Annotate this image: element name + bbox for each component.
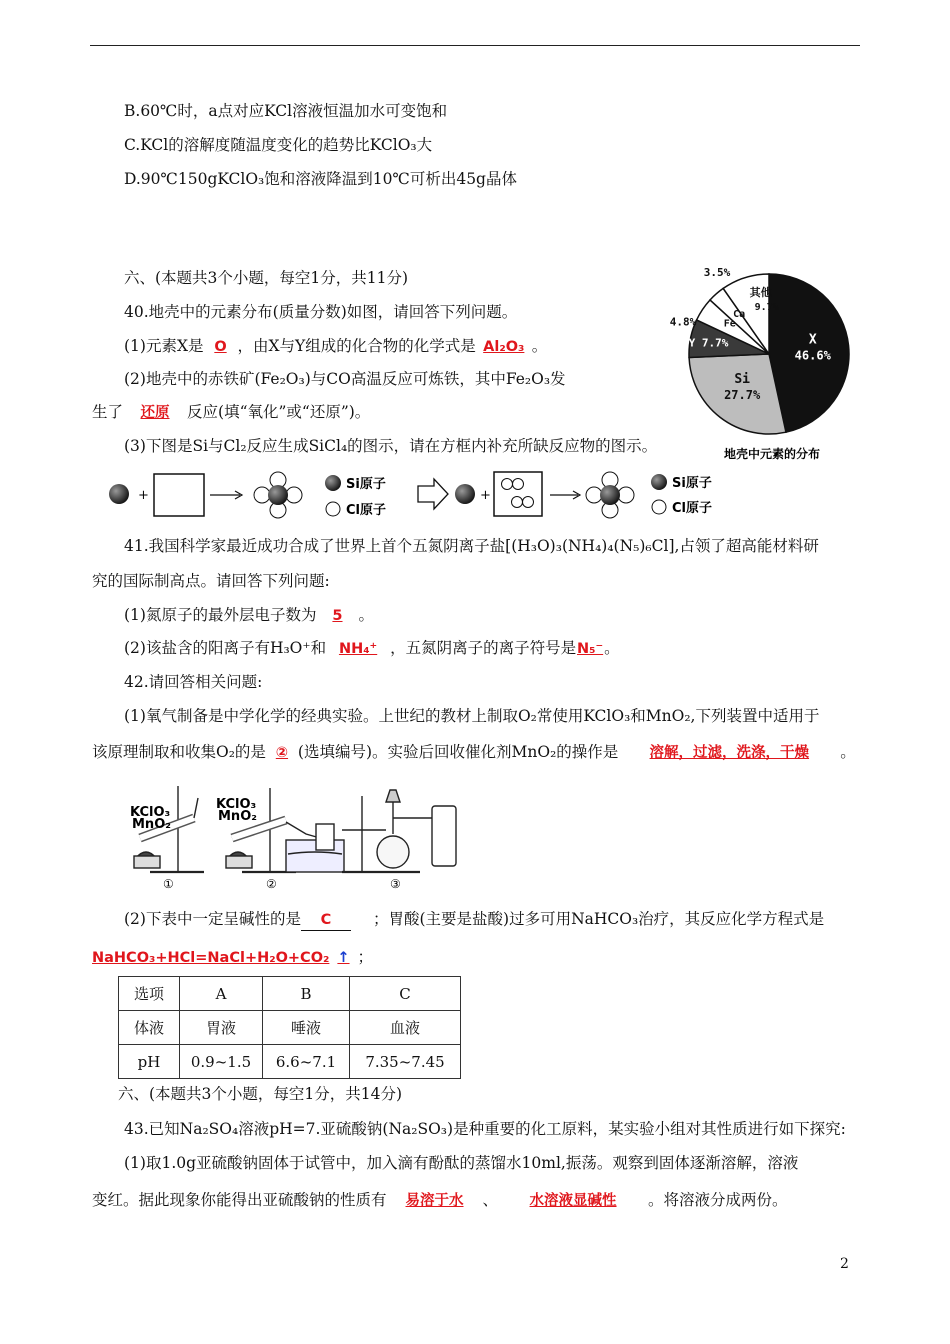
si-atom-icon-2 (455, 484, 475, 504)
apparatus-label-kclo3: KClO₃ (130, 805, 171, 820)
pie-label-3: Fe (723, 318, 736, 330)
answer-apparatus: ② (275, 745, 289, 761)
apparatus-label-kclo3-2: KClO₃ (216, 797, 257, 812)
missing-reactant-box (154, 474, 204, 516)
answer-property-2: 水溶液显碱性 (529, 1193, 617, 1209)
answer-anion: N₅⁻ (577, 641, 604, 657)
answer-basic-fluid: C (320, 912, 332, 928)
q41-part2: (2)该盐含的阳离子有H₃O⁺和 NH₄⁺ ，五氮阴离子的离子符号是N₅⁻。 (124, 639, 620, 657)
svg-text:+: + (480, 488, 491, 503)
pie-label-4: Ca (733, 309, 746, 321)
q42-stem: 42.请回答相关问题: (124, 673, 263, 691)
pie-value-0: 46.6% (794, 348, 831, 363)
plus-sign: + (138, 488, 149, 503)
table-row: 体液 胃液 唾液 血液 (119, 1011, 461, 1045)
ph-table (118, 976, 461, 1079)
transition-arrow-icon (418, 479, 448, 509)
section-heading-7: 六、(本题共3个小题，每空1分，共14分) (118, 1085, 403, 1103)
q43-part1-line1: (1)取1.0g亚硫酸钠固体于试管中，加入滴有酚酞的蒸馏水10ml,振荡。观察到固体逐渐溶解，溶液 (124, 1154, 799, 1172)
legend-cl-label: Cl原子 (346, 503, 386, 518)
legend-cl-icon (326, 502, 340, 516)
q40-part3: (3)下图是Si与Cl₂反应生成SiCl₄的图示，请在方框内补充所缺反应物的图示。 (124, 437, 658, 455)
apparatus-label-mno2-2: MnO₂ (218, 809, 257, 824)
gas-arrow-icon: ↑ (337, 950, 350, 966)
table-row: 选项 A B C (119, 977, 461, 1011)
pie-label-5: 其他 (749, 286, 772, 300)
q40-part1: (1)元素X是 O ，由X与Y组成的化合物的化学式是 Al₂O₃ 。 (124, 337, 548, 355)
pie-value-4: 3.5% (703, 266, 731, 279)
apparatus-illustration (120, 776, 480, 894)
q39-option-b: B.60℃时，a点对应KCl溶液恒温加水可变饱和 (124, 102, 448, 120)
element-distribution-pie-chart (660, 266, 860, 468)
q43-stem: 43.已知Na₂SO₄溶液pH=7.亚硫酸钠(Na₂SO₃)是种重要的化工原料，某实验小组对其性质进行如下探究: (124, 1120, 846, 1138)
pie-value-3: 4.8% (669, 315, 697, 329)
pie-caption: 地壳中元素的分布 (723, 447, 821, 461)
q40-stem: 40.地壳中的元素分布(质量分数)如图，请回答下列问题。 (124, 303, 518, 321)
apparatus-number-3: ③ (390, 877, 401, 891)
answer-outer-electrons: 5 (332, 608, 343, 624)
legend-si-label-2: Si原子 (672, 476, 712, 491)
answer-equation: NaHCO₃+HCl=NaCl+H₂O+CO₂ (92, 950, 330, 966)
page-number: 2 (840, 1256, 849, 1272)
q43-part1-line2: 变红。据此现象你能得出亚硫酸钠的性质有 易溶于水 、 水溶液显碱性 。将溶液分成两份。 (92, 1191, 788, 1209)
apparatus-number-2: ② (266, 877, 277, 891)
q39-option-d: D.90℃150gKClO₃饱和溶液降温到10℃可析出45g晶体 (124, 170, 517, 188)
q42-part1-line2: 该原理制取和收集O₂的是 ② (选填编号)。实验后回收催化剂MnO₂的操作是 溶解，过滤，洗涤，干燥 。 (92, 743, 856, 761)
answer-formula: Al₂O₃ (483, 339, 525, 355)
table-row: pH 0.9~1.5 6.6~7.1 7.35~7.45 (119, 1045, 461, 1079)
q41-stem-line1: 41.我国科学家最近成功合成了世界上首个五氮阴离子盐[(H₃O)₃(NH₄)₄(N₅)₆Cl],占领了超高能材料研 (124, 537, 819, 555)
section-heading-6: 六、(本题共3个小题，每空1分，共11分) (124, 269, 409, 287)
q41-part1: (1)氮原子的最外层电子数为 5 。 (124, 606, 374, 624)
pie-value-1: 27.7% (724, 387, 761, 402)
reaction-diagram (100, 466, 740, 526)
pie-label-2: Y 7.7% (688, 336, 729, 350)
q42-part2-line1: (2)下表中一定呈碱性的是 C ；胃酸(主要是盐酸)过多可用NaHCO₃治疗，其反应化学方程式是 (124, 909, 824, 931)
si-atom-icon (109, 484, 129, 504)
legend-cl-label-2: Cl原子 (672, 501, 712, 516)
pie-label-1: Si (734, 371, 750, 387)
header-rule (90, 45, 860, 46)
apparatus-number-1: ① (163, 877, 174, 891)
pie-label-0: X (808, 332, 817, 348)
q40-part2-line2: 生了 还原 反应(填“氧化”或“还原”)。 (92, 403, 371, 421)
apparatus-label-mno2: MnO₂ (132, 817, 171, 832)
legend-si-label: Si原子 (346, 477, 386, 492)
answer-recovery-steps: 溶解，过滤，洗涤，干燥 (649, 745, 810, 761)
legend-si-icon (325, 475, 341, 491)
q39-option-c: C.KCl的溶解度随温度变化的趋势比KClO₃大 (124, 136, 433, 154)
answer-element-x: O (214, 339, 227, 355)
q40-part2-line1: (2)地壳中的赤铁矿(Fe₂O₃)与CO高温反应可炼铁，其中Fe₂O₃发 (124, 370, 566, 388)
answer-cation: NH₄⁺ (338, 641, 378, 657)
sicl4-molecule-icon-2 (586, 472, 634, 518)
q42-part2-line2: NaHCO₃+HCl=NaCl+H₂O+CO₂ ↑ ； (92, 948, 374, 966)
pie-value-5: 9.7% (754, 302, 779, 314)
q42-part1-line1: (1)氧气制备是中学化学的经典实验。上世纪的教材上制取O₂常使用KClO₃和MnO₂,下列装置中适用于 (124, 707, 820, 725)
sicl4-molecule-icon (254, 472, 302, 518)
answer-reaction-type: 还原 (140, 405, 170, 421)
answer-property-1: 易溶于水 (405, 1193, 464, 1209)
q41-stem-line2: 究的国际制高点。请回答下列问题: (92, 572, 330, 590)
